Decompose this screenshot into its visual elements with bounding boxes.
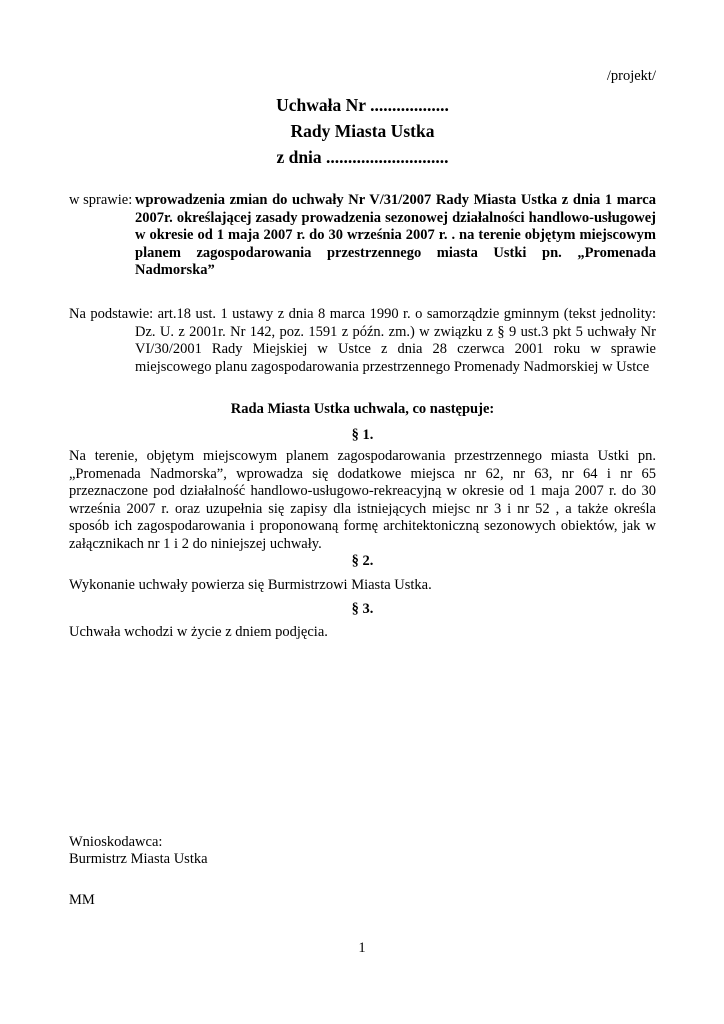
author-initials: MM: [69, 892, 95, 908]
subject-block: [69, 192, 656, 280]
legal-basis-continuation: Dz. U. z 2001r. Nr 142, poz. 1591 z późn. zm.) w związku z § 9 ust.3 pkt 5 uchwały Nr VI/30/2001 Rady Miejskiej w Ustce z dnia 28 czerwca 2001 roku w sprawie miejscowego planu zagospodarowania przestrzennego Promenady Nadmorskiej w Ustce: [135, 323, 656, 375]
section-2-text: Wykonanie uchwały powierza się Burmistrzowi Miasta Ustka.: [69, 577, 432, 593]
title-line-number: Uchwała Nr ..................: [276, 95, 449, 115]
projekt-label: /projekt/: [606, 68, 656, 84]
section-3-text: Uchwała wchodzi w życie z dniem podjęcia.: [69, 624, 328, 640]
title-line-date: z dnia ............................: [276, 147, 449, 167]
subject-text: wprowadzenia zmian do uchwały Nr V/31/2007 Rady Miasta Ustka z dnia 1 marca 2007r. określającej zasady prowadzenia sezonowej działalności handlowo-usługowej w okresie od 1 maja 2007 r. do 30 września 2007 r. . na terenie objętym miejscowym planem zagospodarowania przestrzennego miasta Ustki pn. „Promenada Nadmorska”: [135, 192, 656, 278]
applicant-label: Wnioskodawca:: [69, 834, 163, 850]
page-number: 1: [358, 940, 366, 956]
section-2-heading: § 2.: [351, 553, 374, 569]
section-1-heading: § 1.: [351, 427, 374, 443]
applicant-name: Burmistrz Miasta Ustka: [69, 851, 208, 867]
legal-basis-first-line: Na podstawie: art.18 ust. 1 ustawy z dnia 8 marca 1990 r. o samorządzie gminnym (tekst jednolity:: [69, 306, 656, 322]
section-1-text: Na terenie, objętym miejscowym planem zagospodarowania przestrzennego miasta Ustki pn. „Promenada Nadmorska”, wprowadza się dodatkowe miejsca nr 62, nr 63, nr 64 i nr 65 przeznaczone pod działalność handlowo-usługowo-rekreacyjną w okresie od 1 maja 2007 r. do 30 września 2007 r. oraz uzupełnia się zapisy dla istniejących miejsc nr 3 i nr 52 , a także określa sposób ich zagospodarowania i proponowaną formę architektoniczną sezonowych obiektów, jak w załącznikach nr 1 i 2 do niniejszej uchwały.: [69, 448, 656, 552]
section-3-heading: § 3.: [351, 601, 374, 617]
subject-label: w sprawie:: [69, 192, 133, 208]
resolution-title: [69, 92, 656, 170]
legal-basis-block: [69, 306, 656, 376]
title-line-council: Rady Miasta Ustka: [290, 121, 435, 141]
council-statement: Rada Miasta Ustka uchwala, co następuje:: [230, 401, 495, 417]
